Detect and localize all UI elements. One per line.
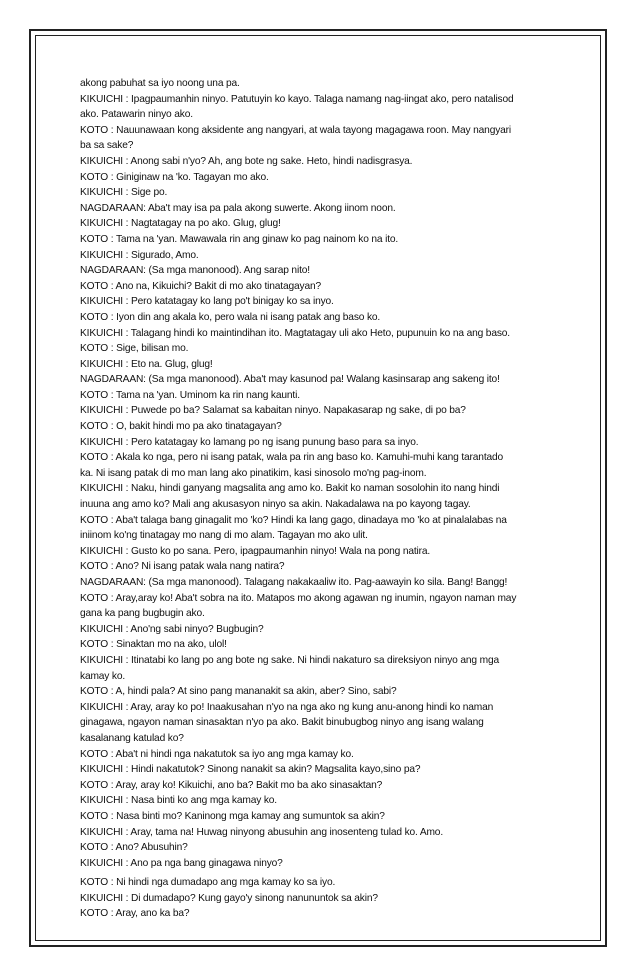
script-line: KOTO : Ano? Abusuhin? — [80, 842, 188, 854]
script-line: KOTO : Aba't ni hindi nga nakatutok sa iyo ang mga kamay ko. — [80, 748, 354, 760]
script-line: KIKUICHI : Ano pa nga bang ginagawa ninyo? — [80, 857, 283, 869]
script-text — [80, 76, 566, 922]
script-line: KIKUICHI : Sige po. — [80, 187, 168, 199]
script-line: KIKUICHI : Puwede po ba? Salamat sa kabaitan ninyo. Napakasarap ng sake, di po ba? — [80, 405, 466, 417]
script-line: KOTO : Aba't talaga bang ginagalit mo 'ko? Hindi ka lang gago, dinadaya mo 'ko at pinalalabas na — [80, 514, 507, 526]
script-line: KOTO : O, bakit hindi mo pa ako tinatagayan? — [80, 421, 282, 433]
script-line: KOTO : Nasa binti mo? Kaninong mga kamay ang sumuntok sa akin? — [80, 810, 385, 822]
script-line: KOTO : Aray,aray ko! Aba't sobra na ito. Matapos mo akong agawan ng inumin, ngayon naman may — [80, 592, 517, 604]
script-line: KOTO : Ano? Ni isang patak wala nang natira? — [80, 561, 285, 573]
script-line: NAGDARAAN: (Sa mga manonood). Ang sarap nito! — [80, 265, 310, 277]
script-line: KIKUICHI : Naku, hindi ganyang magsalita ang amo ko. Bakit ko naman sosolohin ito nang hindi — [80, 483, 500, 495]
script-line: KIKUICHI : Itinatabi ko lang po ang bote ng sake. Ni hindi nakaturo sa direksiyon ninyo ang mga — [80, 654, 499, 666]
script-line: KIKUICHI : Pero katatagay ko lamang po ng isang punung baso para sa inyo. — [80, 436, 419, 448]
script-line: kasalanang katulad ko? — [80, 732, 184, 744]
script-line: akong pabuhat sa iyo noong una pa. — [80, 78, 240, 89]
script-line: KIKUICHI : Ano'ng sabi ninyo? Bugbugin? — [80, 623, 264, 635]
script-line: KOTO : Ni hindi nga dumadapo ang mga kamay ko sa iyo. — [80, 877, 336, 889]
script-line: KOTO : Giniginaw na 'ko. Tagayan mo ako. — [80, 171, 269, 183]
script-line: KOTO : Aray, aray ko! Kikuichi, ano ba? Bakit mo ba ako sinasaktan? — [80, 779, 383, 791]
script-line: KOTO : Sinaktan mo na ako, ulol! — [80, 639, 227, 651]
script-line: KIKUICHI : Aray, tama na! Huwag ninyong abusuhin ang inosenteng tulad ko. Amo. — [80, 826, 444, 838]
script-line: KOTO : Tama na 'yan. Uminom ka rin nang kaunti. — [80, 389, 300, 401]
script-line: ba sa sake? — [80, 140, 134, 152]
script-line: KOTO : A, hindi pala? At sino pang mananakit sa akin, aber? Sino, sabi? — [80, 686, 397, 698]
script-line: KOTO : Akala ko nga, pero ni isang patak, wala pa rin ang baso ko. Kamuhi-muhi kang tarantado — [80, 452, 504, 464]
script-line: KIKUICHI : Nasa binti ko ang mga kamay ko. — [80, 795, 277, 807]
script-line: iniinom ko'ng tinatagay mo nang di mo alam. Tagayan mo ako ulit. — [80, 530, 368, 542]
script-line: KIKUICHI : Sigurado, Amo. — [80, 249, 199, 261]
script-line: KOTO : Ano na, Kikuichi? Bakit di mo ako tinatagayan? — [80, 280, 322, 292]
script-line: KOTO : Iyon din ang akala ko, pero wala ni isang patak ang baso ko. — [80, 311, 381, 323]
script-line: KIKUICHI : Di dumadapo? Kung gayo'y sinong nanununtok sa akin? — [80, 892, 378, 904]
script-line: KOTO : Nauunawaan kong aksidente ang nangyari, at wala tayong magagawa roon. May nangyari — [80, 124, 512, 136]
script-line: KOTO : Sige, bilisan mo. — [80, 343, 189, 355]
script-line: KOTO : Aray, ano ka ba? — [80, 908, 190, 920]
script-line: KIKUICHI : Eto na. Glug, glug! — [80, 358, 213, 370]
script-line: KIKUICHI : Nagtatagay na po ako. Glug, glug! — [80, 218, 281, 230]
script-line: KIKUICHI : Talagang hindi ko maintindihan ito. Magtatagay uli ako Heto, pupunuin ko na ang baso. — [80, 327, 510, 339]
script-line: KIKUICHI : Ipagpaumanhin ninyo. Patutuyin ko kayo. Talaga namang nag-iingat ako, pero natalisod — [80, 93, 514, 105]
script-line: KIKUICHI : Anong sabi n'yo? Ah, ang bote ng sake. Heto, hindi nadisgrasya. — [80, 155, 413, 167]
script-line: ginagawa, ngayon naman sinasaktan n'yo pa ako. Bakit binubugbog ninyo ang isang walang — [80, 717, 484, 729]
script-line: KOTO : Tama na 'yan. Mawawala rin ang ginaw ko pag nainom ko na ito. — [80, 233, 399, 245]
script-line: KIKUICHI : Aray, aray ko po! Inaakusahan n'yo na nga ako ng kung anu-anong hindi ko naman — [80, 701, 494, 713]
script-line: NAGDARAAN: (Sa mga manonood). Talagang nakakaaliw ito. Pag-aawayin ko sila. Bang! Bangg! — [80, 577, 508, 588]
script-line: KIKUICHI : Hindi nakatutok? Sinong nanakit sa akin? Magsalita kayo,sino pa? — [80, 764, 421, 776]
script-line: NAGDARAAN: Aba't may isa pa pala akong suwerte. Akong iinom noon. — [80, 202, 396, 214]
script-line: gana ka pang bugbugin ako. — [80, 608, 205, 620]
script-line: NAGDARAAN: (Sa mga manonood). Aba't may kasunod pa! Walang kasinsarap ang sakeng ito! — [80, 374, 500, 386]
script-line: inuuna ang amo ko? Mali ang akusasyon ninyo sa akin. Nakadalawa na po kayong tagay. — [80, 499, 471, 511]
script-line: KIKUICHI : Pero katatagay ko lang po't binigay ko sa inyo. — [80, 296, 334, 308]
script-line: ako. Patawarin ninyo ako. — [80, 109, 193, 121]
script-line: kamay ko. — [80, 670, 126, 682]
script-line: ka. Ni isang patak di mo man lang ako pinatikim, kasi sinosolo mo'ng pag-inom. — [80, 467, 427, 479]
script-line: KIKUICHI : Gusto ko po sana. Pero, ipagpaumanhin ninyo! Wala na pong natira. — [80, 545, 431, 557]
